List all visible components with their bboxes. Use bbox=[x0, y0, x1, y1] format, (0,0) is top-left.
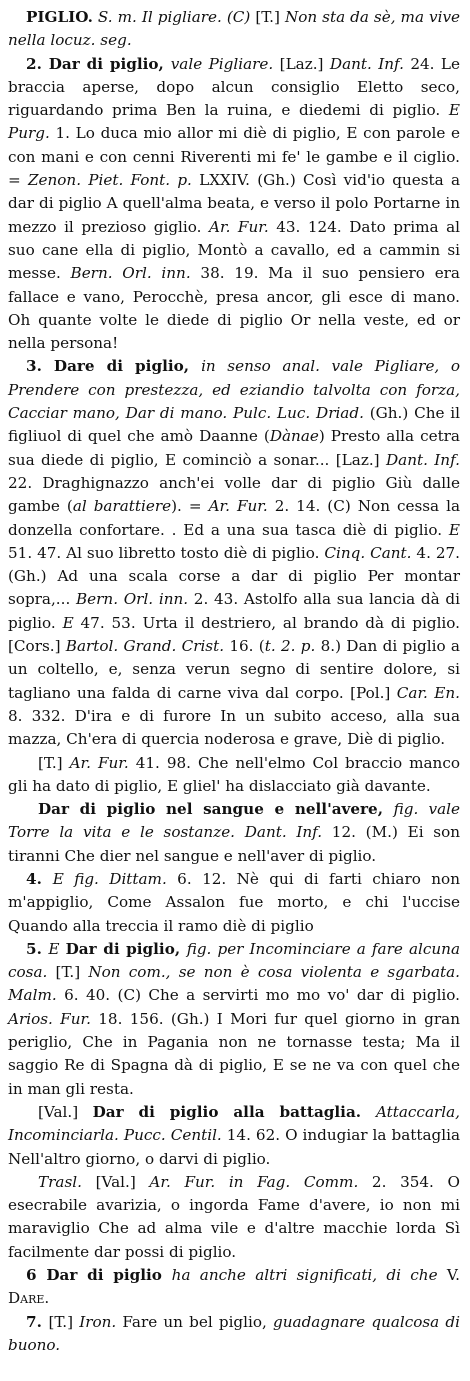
text-run: [T.] bbox=[38, 753, 70, 772]
text-run: E bbox=[62, 613, 74, 632]
text-run: 6. 40. (C) Che a servirti mo mo vo' dar di piglio. bbox=[56, 986, 460, 1005]
text-run: 18. 156. (Gh.) I Mori fur quel giorno in gran periglio, Che in Pagania non ne tornasse testa; Ma il saggio Re di Spagna dà di piglio, E se ne va con quel che in man gli resta. bbox=[8, 1009, 460, 1098]
text-run: [T.] bbox=[48, 1312, 80, 1331]
text-run: 8.) Dan di piglio a un coltello, e, senza verun segno di sentire dolore, si tagliano una falda di carne viva dal corpo. [Pol.] bbox=[8, 637, 460, 702]
text-run: ). = bbox=[171, 497, 209, 516]
text-run: in senso anal. vale Pigliare, o Prendere con prestezza, ed eziandio talvolta con forza, Cacciar mano, Dar di mano. Pulc. Luc. Driad. bbox=[8, 357, 460, 423]
text-run: (Gh.) Che il figliuol di quel che amò Daanne ( bbox=[8, 404, 460, 446]
text-run: [Laz.] bbox=[279, 54, 330, 73]
text-run: [T.] bbox=[255, 8, 285, 26]
sense-5-battaglia bbox=[8, 1101, 460, 1171]
text-run: Attaccarla, Incominciarla. Pucc. Centil. bbox=[8, 1102, 460, 1145]
text-run: 7. bbox=[26, 1312, 49, 1331]
text-run: Dant. Inf. bbox=[329, 54, 404, 73]
sense-3-quote bbox=[8, 752, 460, 799]
text-run: 8. 332. D'ira e di furore In un subito acceso, alla sua mazza, Ch'era di quercia noderosa e grave, Diè di piglio. bbox=[8, 706, 460, 749]
text-run: 43. 124. Dato prima al suo cane ella di piglio, Montò a cavallo, ed a cammin si messe. bbox=[8, 217, 460, 283]
text-run: 38. 19. Ma il suo pensiero era fallace e vano, Perocchè, presa ancor, gli esce di mano. Oh quante volte le diede di piglio Or nella veste, ed or nella persona! bbox=[8, 264, 460, 353]
text-run: 4. 27. (Gh.) Ad una scala corse a dar di piglio Per montar sopra,... bbox=[8, 543, 460, 609]
text-run: E bbox=[48, 939, 66, 958]
text-run: fig. per Incominciare a fare alcuna cosa. bbox=[8, 939, 460, 982]
text-run: Ar. Fur. in Fag. Comm. bbox=[149, 1172, 359, 1191]
text-run: Fare un bel piglio, bbox=[116, 1312, 274, 1331]
sense-3-figurative bbox=[8, 798, 460, 868]
text-run: 14. 62. O indugiar la battaglia Nell'altro giorno, o darvi di piglio. bbox=[8, 1126, 460, 1168]
text-run: 3. Dare di piglio, bbox=[26, 357, 202, 376]
text-run: vale Pigliare. bbox=[170, 54, 280, 73]
text-run: [Val.] bbox=[81, 1172, 150, 1191]
text-run: Dar di piglio alla battaglia. bbox=[92, 1102, 376, 1121]
text-run: al barattiere bbox=[72, 497, 172, 516]
entry-headword bbox=[8, 6, 460, 53]
text-run: Car. En. bbox=[396, 683, 460, 702]
text-run: 2. 43. Astolfo alla sua lancia dà di piglio. bbox=[8, 590, 460, 632]
sense-5-translated bbox=[8, 1171, 460, 1264]
text-run: Ar. Fur. bbox=[208, 497, 268, 516]
text-run: ) Presto alla cetra sua diede di piglio, E cominciò a sonar... [Laz.] bbox=[8, 427, 460, 469]
text-run: Dar di piglio bbox=[46, 1266, 172, 1285]
text-run: 5. bbox=[26, 939, 49, 958]
text-run: 16. ( bbox=[224, 637, 265, 656]
sense-4 bbox=[8, 868, 460, 938]
text-run: E bbox=[448, 520, 460, 539]
text-run: guadagnare qualcosa di buono. bbox=[8, 1312, 460, 1354]
text-run: Dànae bbox=[269, 427, 319, 446]
text-run: V. bbox=[437, 1266, 460, 1285]
sense-3 bbox=[8, 355, 460, 751]
text-run: 24. Le braccia aperse, dopo alcun consiglio Eletto seco, riguardando prima Ben la ruina, e diedemi di piglio. bbox=[8, 54, 460, 120]
text-run: t. 2. p. bbox=[264, 637, 316, 656]
text-run: Trasl. bbox=[38, 1172, 82, 1191]
text-run: LXXIV. (Gh.) Così vid'io questa a dar di piglio A quell'alma beata, e verso il polo Portarne in mezzo il prezioso giglio. bbox=[8, 171, 460, 236]
text-run: S. m. Il pigliare. (C) bbox=[92, 8, 256, 26]
text-run: ha anche altri significati, di che bbox=[171, 1266, 438, 1285]
text-run: 1. Lo duca mio allor mi diè di piglio, E con parole e con mani e con cenni Riverenti mi fe' le gambe e il ciglio. = bbox=[8, 124, 460, 190]
text-run: Cinq. Cant. bbox=[324, 543, 412, 562]
text-run: fig. vale Torre la vita e le sostanze. Dant. Inf. bbox=[8, 800, 460, 842]
text-run: Bartol. Grand. Crist. bbox=[65, 637, 225, 656]
text-run: Ar. Fur. bbox=[209, 217, 269, 236]
text-run: 51. 47. Al suo libretto tosto diè di piglio. bbox=[8, 543, 325, 562]
text-run: PIGLIO. bbox=[26, 8, 93, 26]
text-run: Ar. Fur. bbox=[69, 753, 129, 772]
sense-5 bbox=[8, 938, 460, 1101]
text-run: 2. 354. O esecrabile avarizia, o ingorda Fame d'avere, io non mi maraviglio Che ad alma vile e d'altre macchie lorda Sì facilmente dar possi di piglio. bbox=[8, 1172, 460, 1261]
text-run: 2. Dar di piglio, bbox=[26, 54, 171, 73]
text-run: Iron. bbox=[79, 1312, 117, 1331]
sense-6 bbox=[8, 1264, 460, 1311]
text-run: 2. 14. (C) Non cessa la donzella confortare. . Ed a una sua tasca diè di piglio. bbox=[8, 497, 461, 539]
text-run: 6 bbox=[26, 1266, 47, 1285]
text-run: 4. bbox=[26, 869, 53, 888]
text-run: Bern. Orl. inn. bbox=[70, 264, 191, 283]
text-run: Bern. Orl. inn. bbox=[76, 590, 189, 609]
text-run: Dare. bbox=[8, 1289, 50, 1308]
text-run: Non sta da sè, ma vive nella locuz. seg. bbox=[8, 8, 461, 50]
text-run: Non com., se non è cosa violenta e sgarbata. Malm. bbox=[8, 963, 460, 1005]
text-run: E fig. Dittam. bbox=[52, 869, 167, 888]
text-run: [T.] bbox=[47, 963, 89, 982]
sense-7 bbox=[8, 1311, 460, 1358]
text-run: 47. 53. Urta il destriero, al brando dà di piglio. [Cors.] bbox=[8, 613, 460, 656]
sense-2 bbox=[8, 53, 460, 356]
text-run: 22. Draghignazzo anch'ei volle dar di piglio Giù dalle gambe ( bbox=[8, 473, 460, 516]
text-run: Dant. Inf. bbox=[385, 450, 460, 469]
text-run: Zenon. Piet. Font. p. bbox=[27, 171, 192, 190]
text-run: 12. (M.) Ei son tiranni Che dier nel sangue e nell'aver di piglio. bbox=[8, 823, 461, 865]
text-run: 6. 12. Nè qui di farti chiaro non m'appiglio, Come Assalon fue morto, e chi l'uccise Quando alla treccia il ramo diè di piglio bbox=[8, 869, 460, 935]
text-run: 41. 98. Che nell'elmo Col braccio manco gli ha dato di piglio, E gliel' ha dislacciato già davante. bbox=[8, 753, 460, 795]
text-run: Dar di piglio, bbox=[65, 939, 187, 958]
text-run: Dar di piglio nel sangue e nell'avere, bbox=[38, 800, 394, 819]
text-run: E Purg. bbox=[8, 101, 460, 143]
text-run: [Val.] bbox=[38, 1102, 93, 1121]
text-run: Arios. Fur. bbox=[8, 1009, 91, 1028]
